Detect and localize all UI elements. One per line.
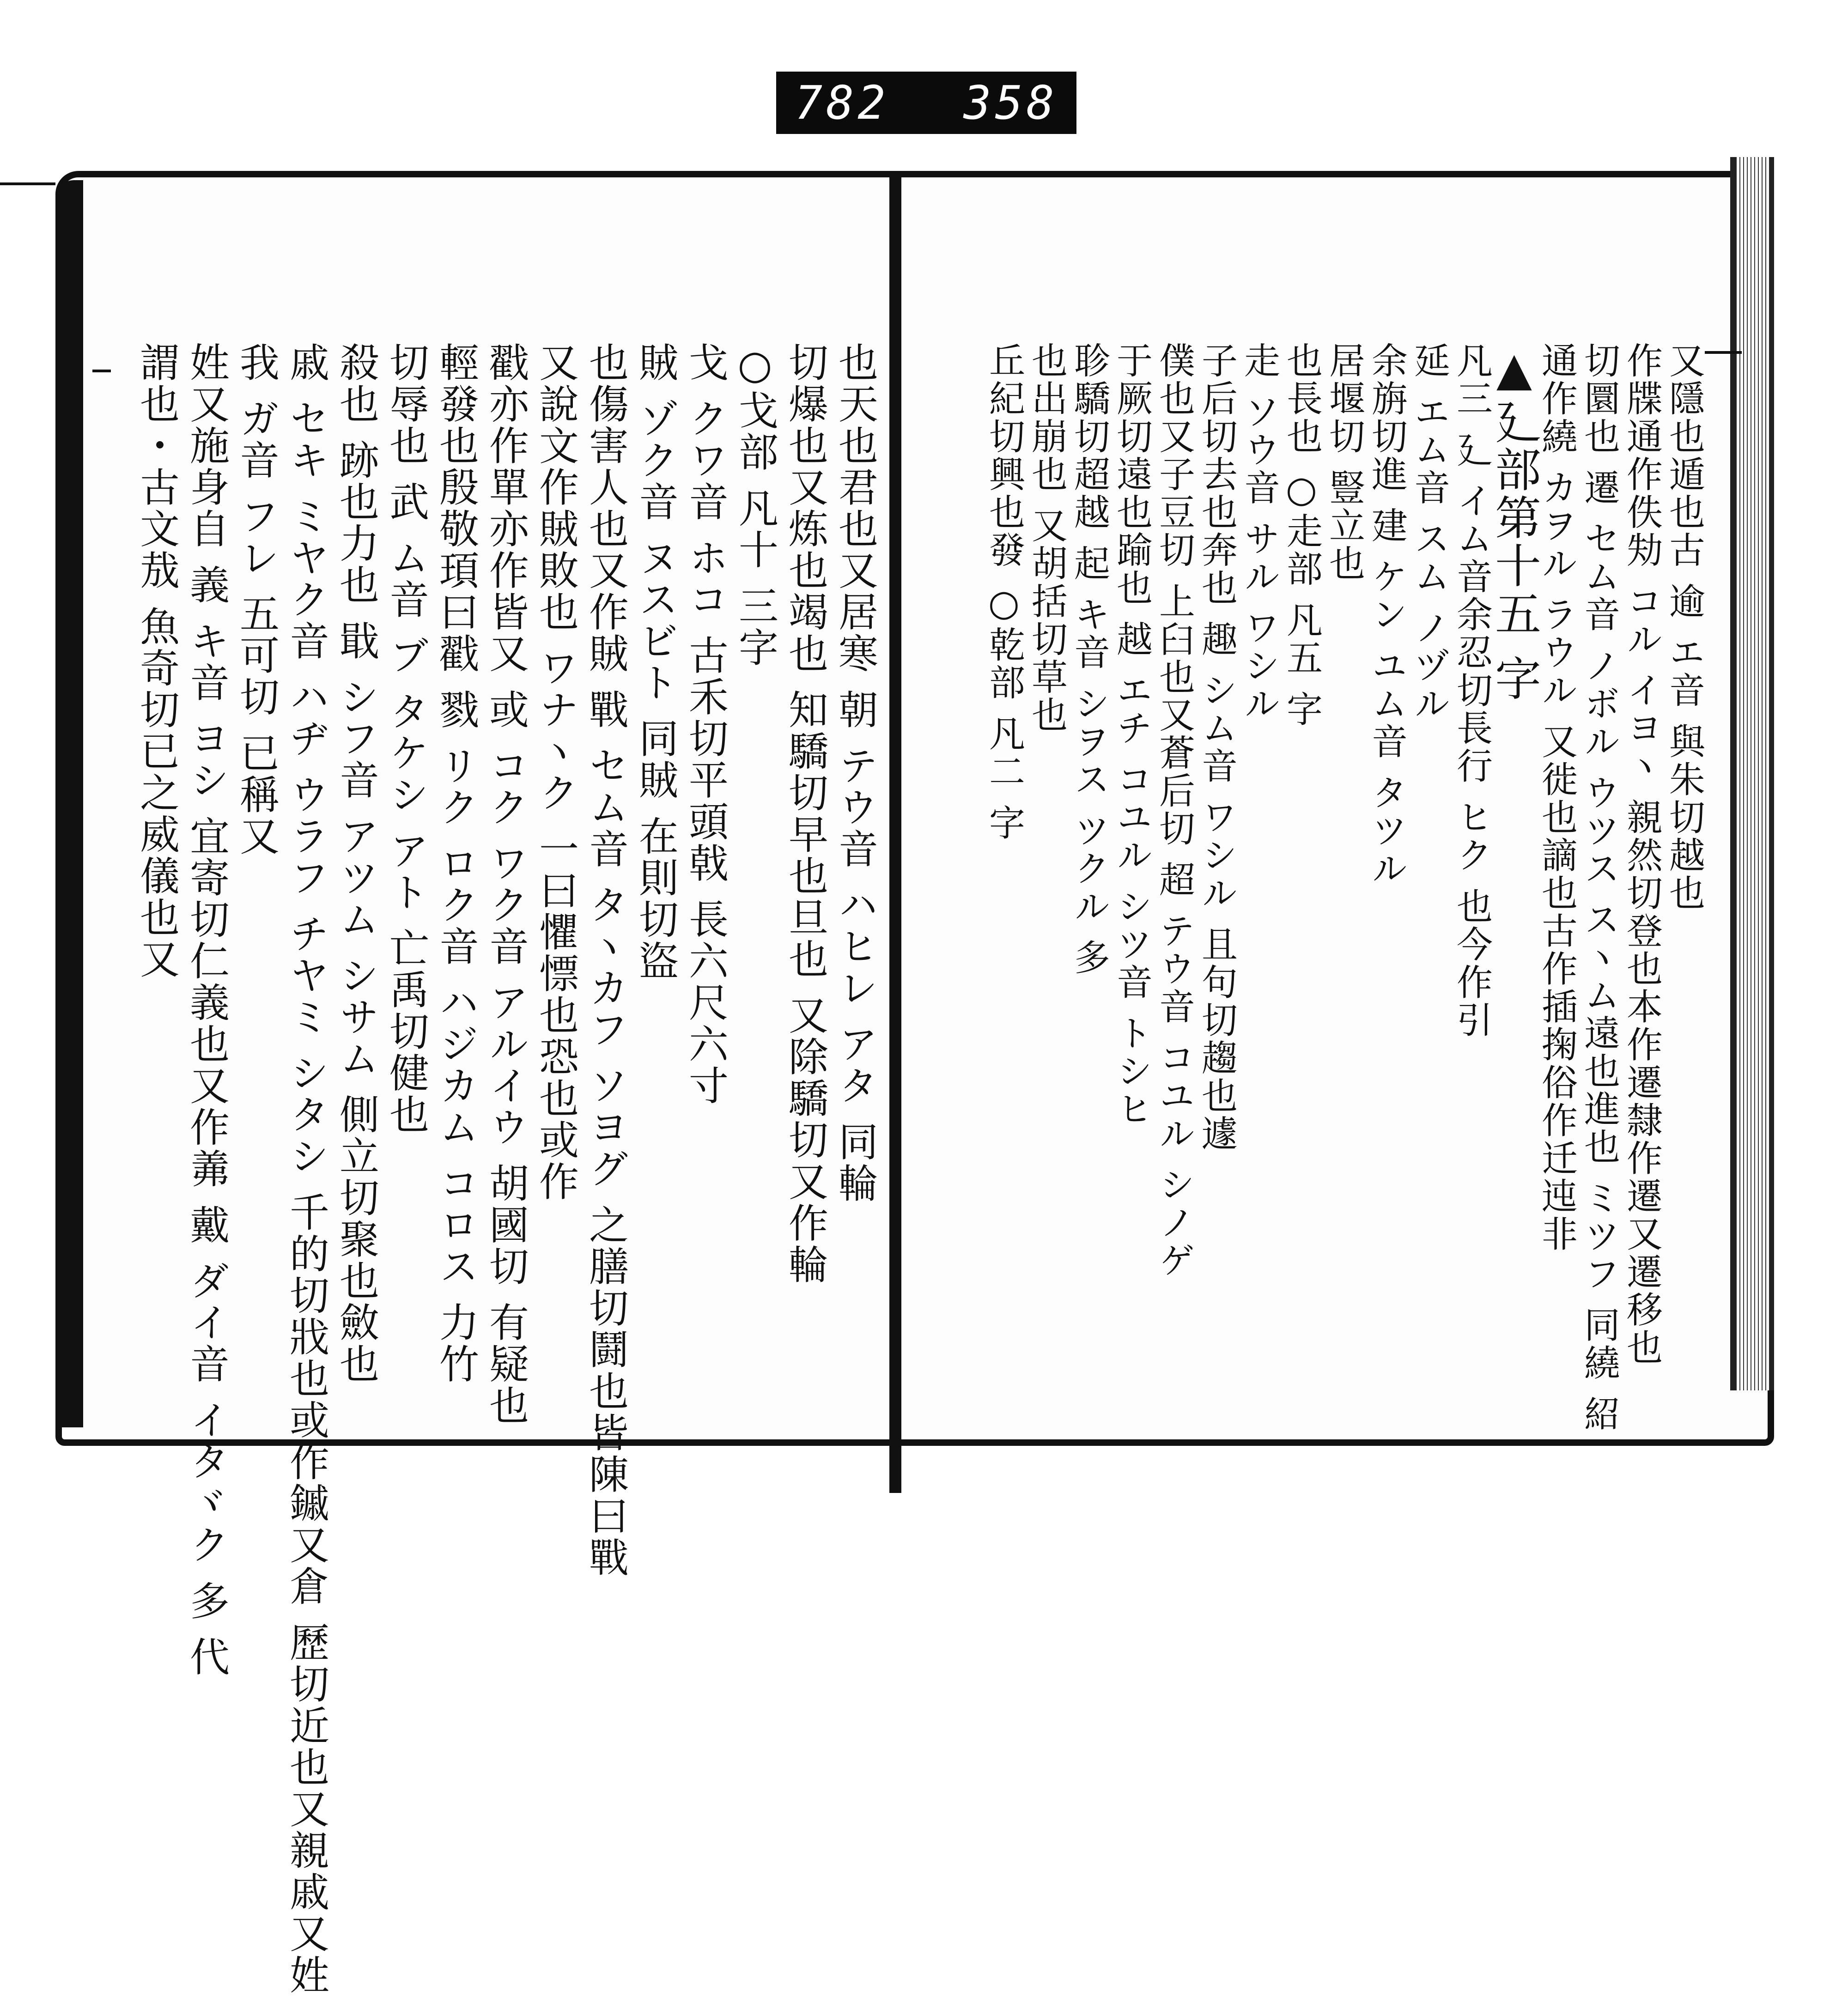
section-heading: ○戈部 凡十 三字 [732,342,778,668]
text-column: 戈 クワ音 ホコ 古禾切平頭戟 長六尺六寸 [682,342,728,1107]
text-column: 凡三 廴 イム音余忍切長行 ヒク 也今作引 [1451,342,1492,1039]
text-column: 切圜也 遷 セム音 ノボル ウツス スヽム遠也進也 ミツフ 同繞 紹 [1578,342,1620,1433]
text-column: 也天也君也又居寒 朝 テウ音 ハヒレ アタ 同輪 [832,342,878,1204]
archive-number-left: 782 [795,76,889,130]
text-column: 殺也 跡也力也 戢 シフ音 アツム シサム 側立切聚也斂也 [333,342,379,1385]
book-right-edge [1730,157,1774,1390]
text-column: 也傷害人也又作賊 戰 セム音 タヽカフ ソヨグ 之膳切鬪也皆陳曰戰 [582,342,628,1578]
text-column: 姓又施身自 義 キ音 ヨシ 宜寄切仁義也又作羛 戴 ダイ音 イタヾク 多 代 [183,342,229,1678]
text-column: 也出崩也 又胡括切草也 [1026,342,1067,734]
book-spine [889,171,901,1493]
text-column: 居堰切 豎立也 [1323,342,1365,582]
text-column: 走 ソウ音 サル ワシル [1238,342,1280,723]
text-column: 又說文作賊敗也 ワナヽク 一曰懼慓也恐也或作 [532,342,578,1202]
text-column: 我 ガ音 フレ 五可切 已稱又 [233,342,279,857]
text-column: 謂也・古文㦲 魚奇切已之威儀也又 [133,342,179,980]
text-column: 僕也又子豆切 上臼也又蒼后切 超 テウ音 コユル シノゲ [1153,342,1195,1280]
text-column: 延 エム音 スム ノヅル [1408,342,1450,723]
text-column: 也長也 ○走部 凡五 字 [1281,342,1322,728]
margin-tick-right [1705,351,1742,354]
edge-rule [0,182,55,185]
archive-label [776,72,1076,134]
text-column: 余旃切進 建 ケン ユム音 タツル [1366,342,1407,888]
text-column: 又隱也遁也古 逾 エ音 與朱切越也 [1663,342,1705,912]
text-column: 戚 セキ ミヤク音 ハヂ ウラフ チヤミ シタシ 千的切戕也或作鏚又倉 歷切近也又親戚又姓 [283,342,329,1996]
text-column: 于厥切遠也踰也 越 エチ コユル シツ音 トシヒ [1111,342,1152,1128]
left-page [92,342,878,1996]
text-column: 切辱也 武 ム音 ブ タケシ アト 亡禹切健也 [383,342,429,1136]
book-left-edge [55,180,83,1427]
section-heading: ▲廴部第十五 字 [1487,342,1541,703]
text-column: 切爆也又炼也竭也 知驕切早也旦也 又除驕切又作輪 [782,342,828,1286]
text-column: 丘紀切興也發 ○乾部 凡二 字 [983,342,1025,842]
text-column: 作牒通作佚劮 コル イヨヽ 親然切登也本作遷隸作遷又遷移也 [1621,342,1662,1367]
text-column: 戳亦作單亦作皆又 或 コク ワク音 アルイウ 胡國切 有疑也 [482,342,529,1427]
text-column: 通作繞 カヲル ラウル 又徙也謫也古作插掬俗作迁迍非 [1536,342,1577,1253]
text-column: 子后切去也奔也 趣 シム音 ワシル 且句切趨也遽 [1196,342,1237,1153]
archive-number-right: 358 [963,76,1058,130]
text-column: 聄驕切超越 起 キ音 シヲス ツクル 多 [1068,342,1110,977]
right-page [906,342,1705,1441]
text-column: 賊 ゾク音 ヌスビト 同賊 在則切盜 [632,342,678,982]
text-column: 輕發也殷敬頊曰戳 戮 リク ロク音 ハジカム コロス 力竹 [432,342,479,1385]
